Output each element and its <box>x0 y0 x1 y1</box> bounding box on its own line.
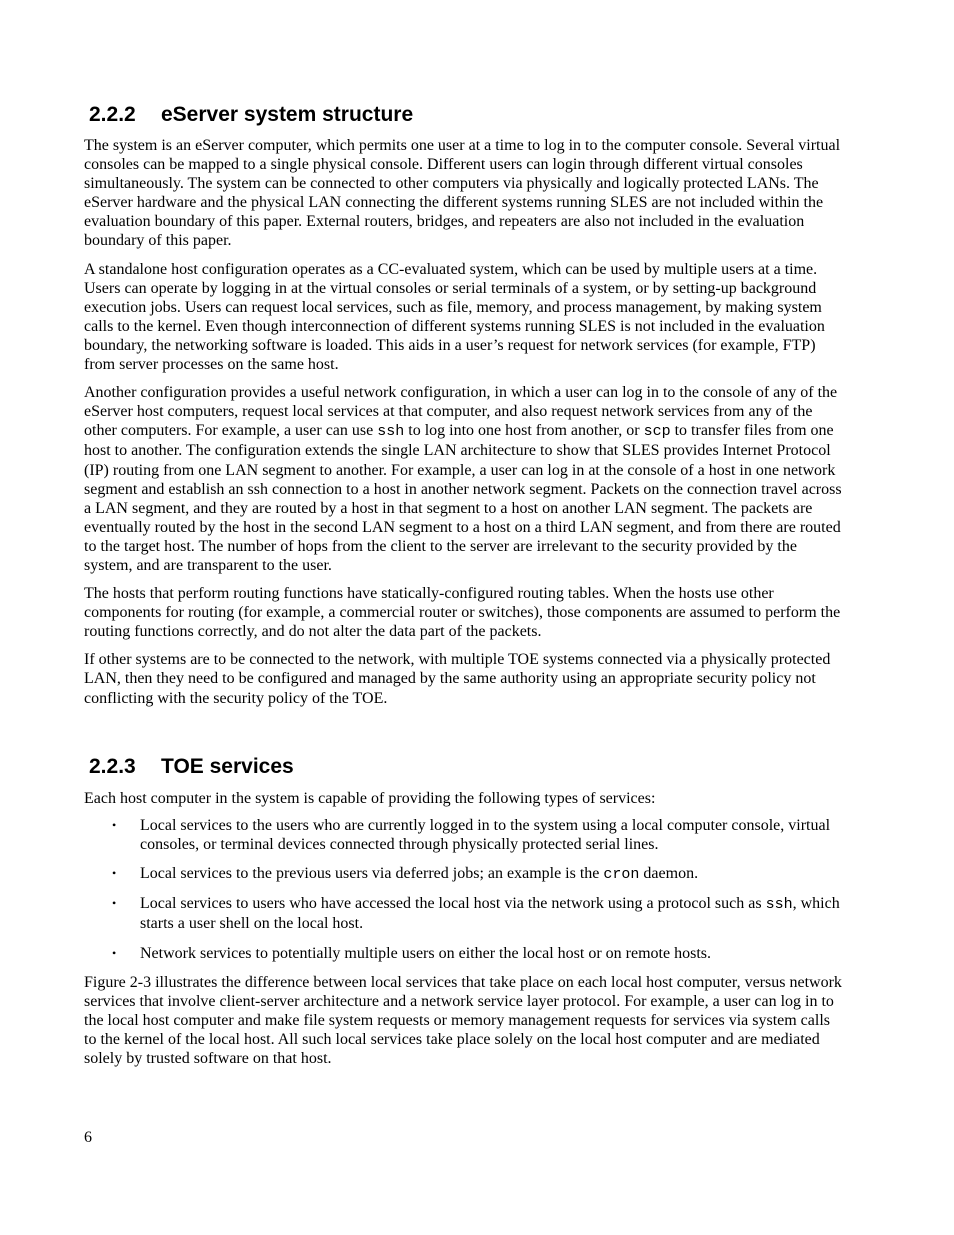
list-item: • Local services to users who have accessed the local host via the network using a protocol such as ssh, which starts a user shell on the local host. <box>112 895 840 933</box>
paragraph: Each host computer in the system is capable of providing the following types of services: <box>84 790 656 807</box>
section-body-2-2-3 <box>84 789 844 1068</box>
section-title: TOE services <box>161 755 294 778</box>
paragraph: The hosts that perform routing functions have statically-configured routing tables. When the hosts use other components for routing (for example, a commercial router or switches), those components are assumed to perform the routing functions correctly, and do not alter the data part of the packets. <box>84 585 841 641</box>
bullet-icon: • <box>112 818 117 833</box>
paragraph: Another configuration provides a useful network configuration, in which a user can log in to the console of any of the eServer host computers, request local services at that computer, and also request network services from any of the other computers. For example, a user can use ssh to log into one host from another, or scp to transfer files from one host to another. The configuration extends the single LAN architecture to show that SLES provides Internet Protocol (IP) routing from one LAN segment to another. For example, a user can log in at the console of a host in one network segment and establish an ssh connection to a host in another network segment. Packets on the connection travel across a LAN segment, and they are routed by a host in that segment to a host on another LAN segment. The packets are eventually routed by the host in the second LAN segment to a host on a third LAN segment, and from there are routed to the target host. The number of hops from the client to the server are irrelevant to the security provided by the system, and are transparent to the user. <box>84 384 842 574</box>
section-title: eServer system structure <box>161 103 414 126</box>
code-cron: cron <box>603 866 640 884</box>
paragraph: A standalone host configuration operates as a CC-evaluated system, which can be used by multiple users at a time. Users can operate by logging in at the virtual consoles or serial terminals of a system, or by setting-up background execution jobs. Users can request local services, such as file, memory, and process management, by making system calls to the kernel. Even though interconnection of different systems running SLES is not included in the evaluation boundary, the networking software is loaded. This aids in a user’s request for network services (for example, FTP) from server processes on the same host. <box>84 260 825 374</box>
list-item: • Local services to the users who are currently logged in to the system using a local computer console, virtual consoles, or terminal devices connected through physically protected serial lines. <box>112 817 831 854</box>
section-number: 2.2.3 <box>89 755 136 778</box>
code-scp: scp <box>643 423 671 441</box>
list-item: • Network services to potentially multiple users on either the local host or on remote hosts. <box>112 944 711 962</box>
paragraph: Figure 2-3 illustrates the difference between local services that take place on each local host computer, versus network services that involve client-server architecture and a network service layer protocol. For example, a user can log in to the local host computer and make file system requests or memory management requests for services via system calls to the kernel of the local host. All such local services take place solely on the local host computer and are mediated solely by trusted software on that host. <box>84 973 842 1068</box>
bullet-icon: • <box>112 945 117 960</box>
section-body-2-2-2 <box>84 136 844 717</box>
bullet-icon: • <box>112 896 117 911</box>
code-ssh: ssh <box>765 896 793 914</box>
bullet-icon: • <box>112 866 117 881</box>
service-list <box>84 816 844 963</box>
paragraph: The system is an eServer computer, which permits one user at a time to log in to the computer console. Several virtual consoles can be mapped to a single physical console. Different users can login through different virtual consoles simultaneously. The system can be connected to other computers via physically and logically protected LANs. The eServer hardware and the physical LAN connecting the different systems running SLES are not included within the evaluation boundary of this paper. External routers, bridges, and repeaters are also not included in the evaluation boundary of this paper. <box>84 137 841 250</box>
list-item: • Local services to the previous users via deferred jobs; an example is the cron daemon. <box>112 865 699 884</box>
section-number: 2.2.2 <box>89 103 136 126</box>
code-ssh: ssh <box>377 423 405 441</box>
paragraph: If other systems are to be connected to the network, with multiple TOE systems connected via a physically protected LAN, then they need to be configured and managed by the same authority using an appropriate security policy not conflicting with the security policy of the TOE. <box>84 651 831 707</box>
section-heading-2-2-3 <box>89 754 294 780</box>
section-heading-2-2-2 <box>89 102 413 128</box>
page-number: 6 <box>84 1129 92 1146</box>
